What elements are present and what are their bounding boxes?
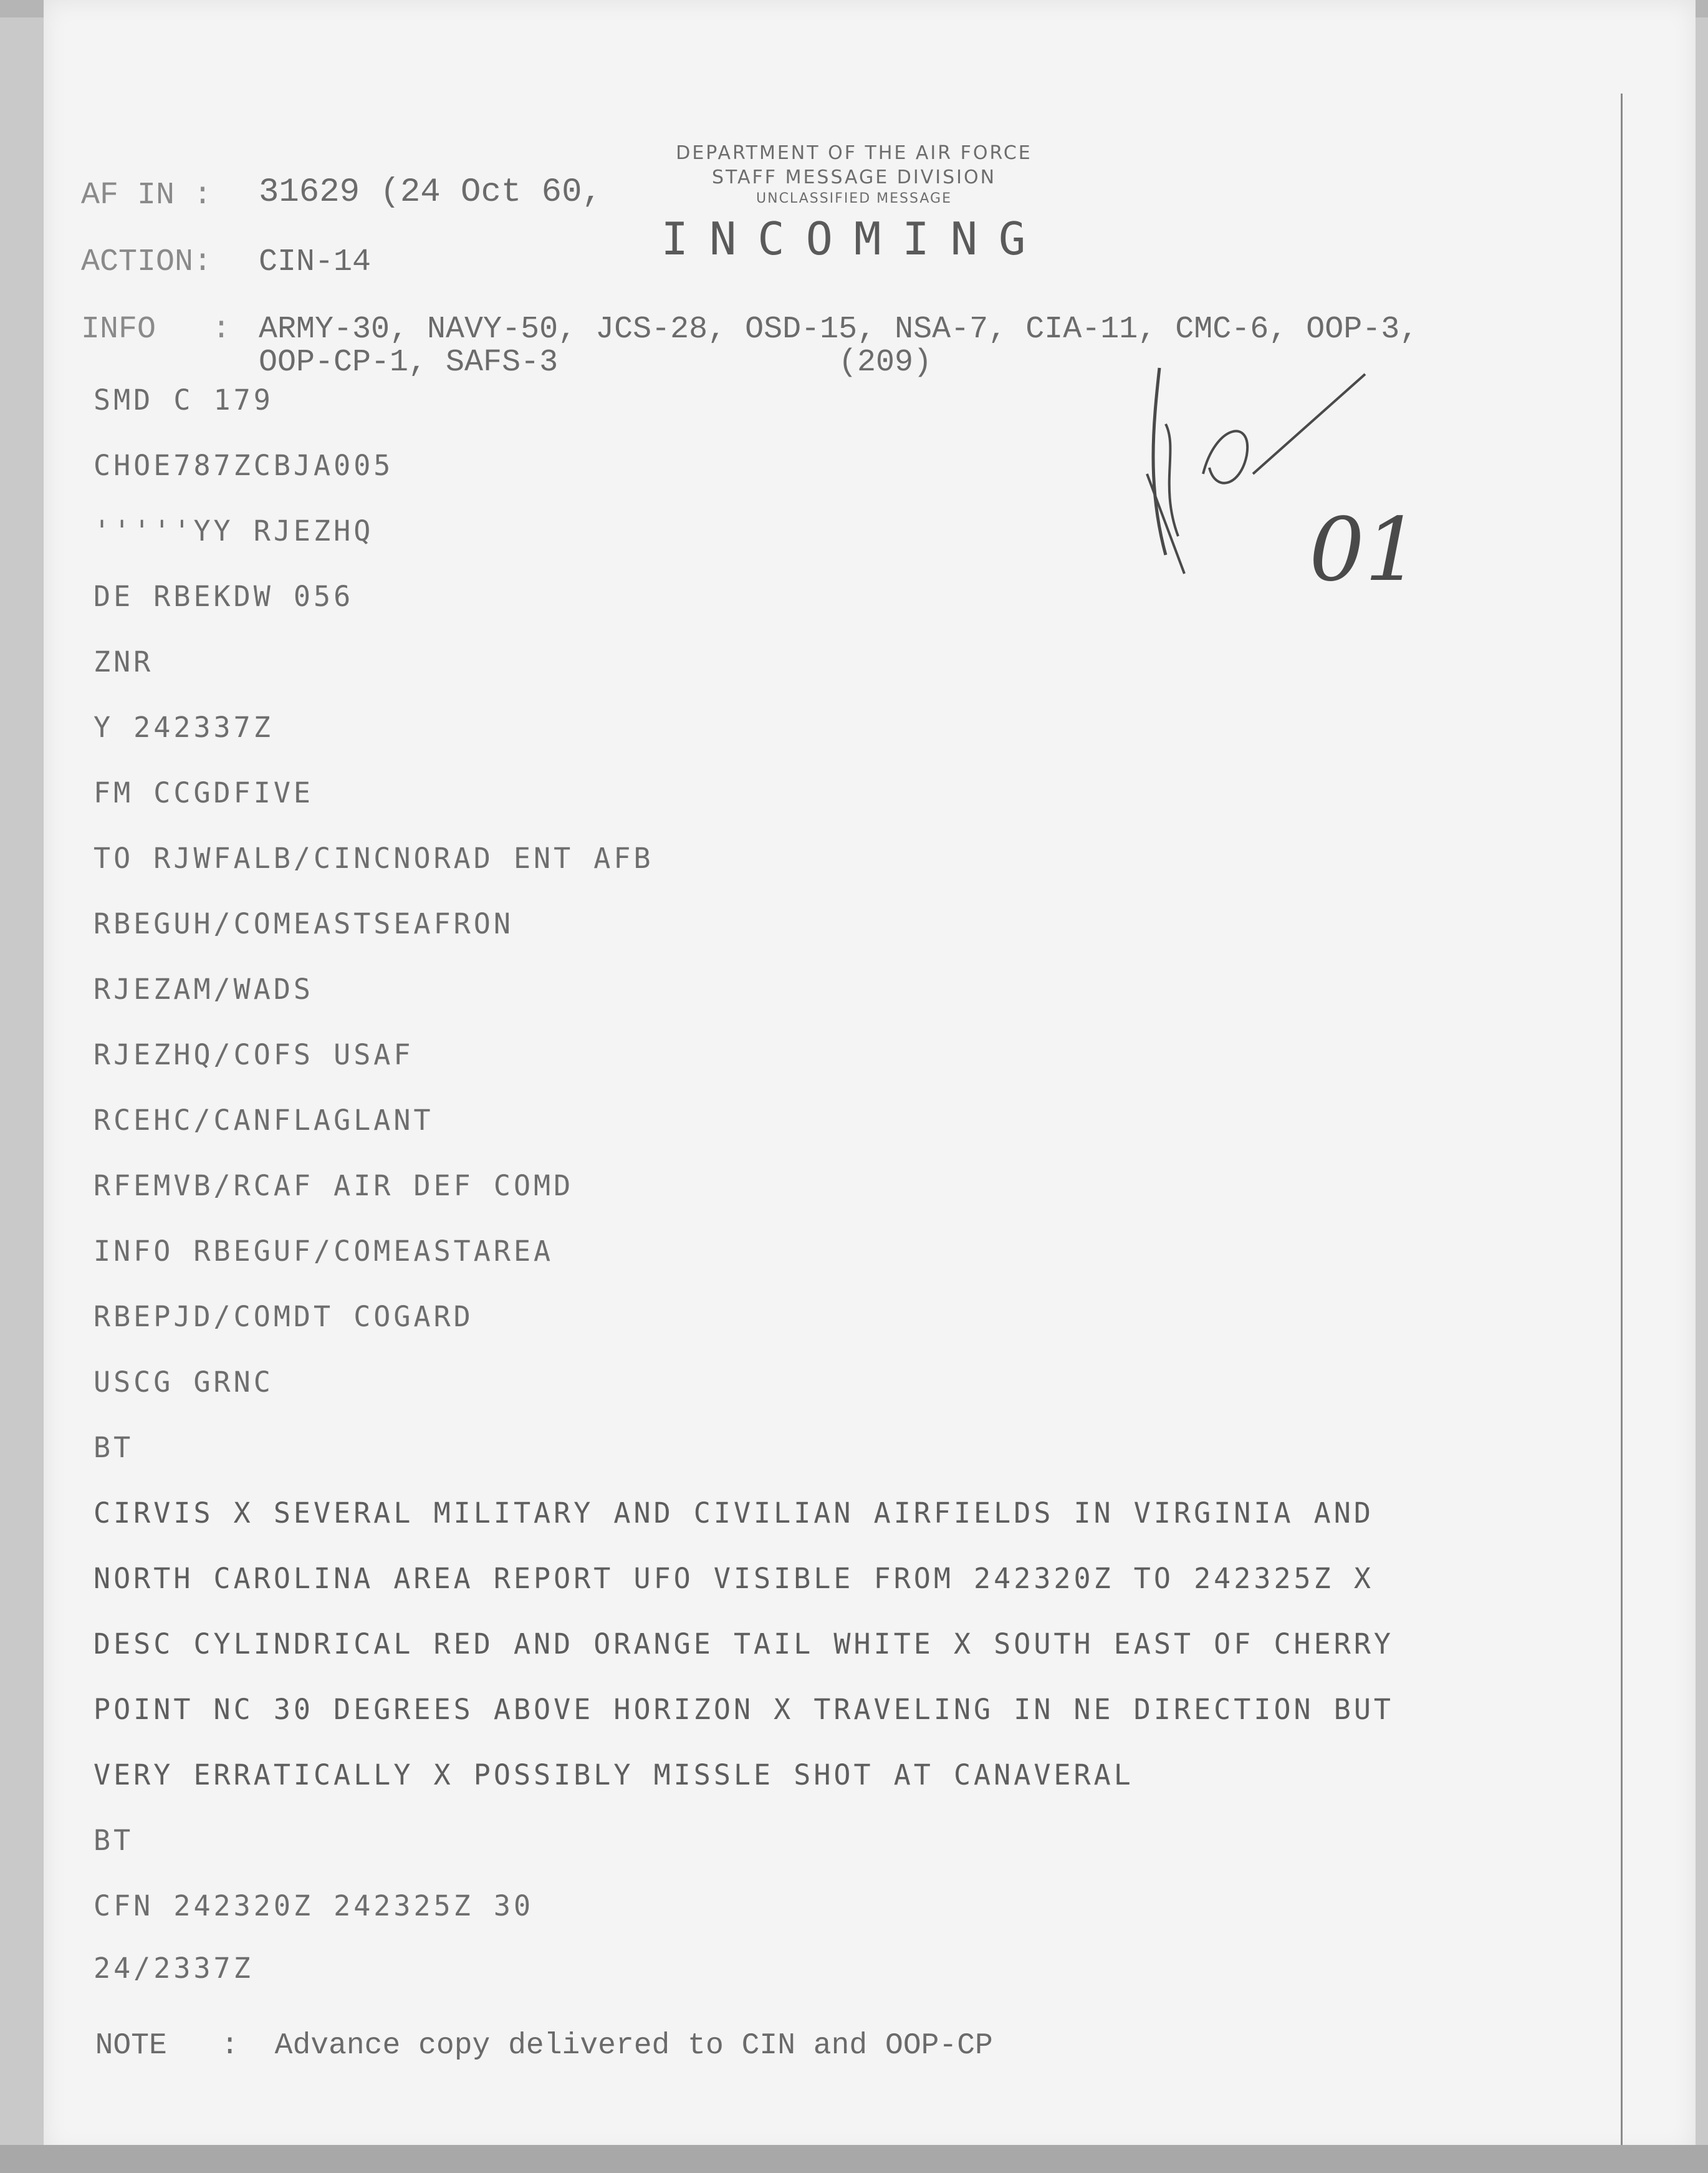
routing-line: RBEPJD/COMDT COGARD: [94, 1300, 474, 1333]
scan-bottom-edge: [0, 2145, 1708, 2173]
note-text: Advance copy delivered to CIN and OOP-CP: [274, 2029, 993, 2063]
action-value: CIN-14: [259, 244, 372, 280]
trailer-line: 24/2337Z: [94, 1952, 254, 1985]
routing-line: TO RJWFALB/CINCNORAD ENT AFB: [94, 842, 654, 875]
info-distribution-line1: ARMY-30, NAVY-50, JCS-28, OSD-15, NSA-7, CIA-11, CMC-6, OOP-3,: [259, 312, 1419, 347]
stamp-department: DEPARTMENT OF THE AIR FORCE: [676, 142, 1032, 164]
handwritten-initials-mark: [1122, 349, 1421, 611]
message-body-line: CIRVIS X SEVERAL MILITARY AND CIVILIAN AIRFIELDS IN VIRGINIA AND: [94, 1496, 1374, 1530]
trailer-line: BT: [94, 1824, 134, 1857]
routing-line: BT: [94, 1431, 134, 1464]
note-line: [59, 1995, 993, 2063]
routing-line: '''''YY RJEZHQ: [94, 514, 374, 547]
handwritten-number: 01: [1309, 499, 1421, 601]
message-body-line: DESC CYLINDRICAL RED AND ORANGE TAIL WHITE X SOUTH EAST OF CHERRY: [94, 1627, 1394, 1660]
routing-line: RJEZAM/WADS: [94, 973, 314, 1006]
message-body-line: VERY ERRATICALLY X POSSIBLY MISSLE SHOT AT CANAVERAL: [94, 1758, 1134, 1791]
action-label: ACTION:: [81, 244, 213, 280]
page-margin-line: [1621, 94, 1623, 2164]
note-label: NOTE :: [95, 2029, 239, 2063]
routing-line: Y 242337Z: [94, 711, 274, 744]
routing-line: DE RBEKDW 056: [94, 580, 354, 613]
trailer-line: CFN 242320Z 242325Z 30: [94, 1889, 534, 1922]
routing-line: RFEMVB/RCAF AIR DEF COMD: [94, 1169, 574, 1202]
stamp-incoming: INCOMING: [661, 213, 1047, 265]
info-label: INFO :: [81, 312, 231, 347]
af-in-label: AF IN :: [81, 178, 213, 213]
stamp-classification: UNCLASSIFIED MESSAGE: [756, 191, 952, 206]
routing-line: RCEHC/CANFLAGLANT: [94, 1104, 434, 1137]
info-total-count: (209): [838, 345, 933, 380]
routing-line: ZNR: [94, 645, 154, 678]
department-stamp: [636, 142, 1072, 265]
routing-line: RJEZHQ/COFS USAF: [94, 1038, 414, 1071]
info-distribution-line2: OOP-CP-1, SAFS-3: [259, 345, 559, 380]
routing-line: CHOE787ZCBJA005: [94, 449, 394, 482]
routing-line: INFO RBEGUF/COMEASTAREA: [94, 1235, 554, 1268]
stamp-division: STAFF MESSAGE DIVISION: [711, 166, 997, 188]
routing-line: FM CCGDFIVE: [94, 776, 314, 809]
routing-line: USCG GRNC: [94, 1366, 274, 1399]
routing-line: SMD C 179: [94, 383, 274, 417]
routing-line: RBEGUH/COMEASTSEAFRON: [94, 907, 514, 940]
message-body-line: POINT NC 30 DEGREES ABOVE HORIZON X TRAVELING IN NE DIRECTION BUT: [94, 1693, 1394, 1726]
message-body-line: NORTH CAROLINA AREA REPORT UFO VISIBLE FROM 242320Z TO 242325Z X: [94, 1562, 1374, 1595]
af-in-value: 31629 (24 Oct 60,: [259, 173, 602, 211]
